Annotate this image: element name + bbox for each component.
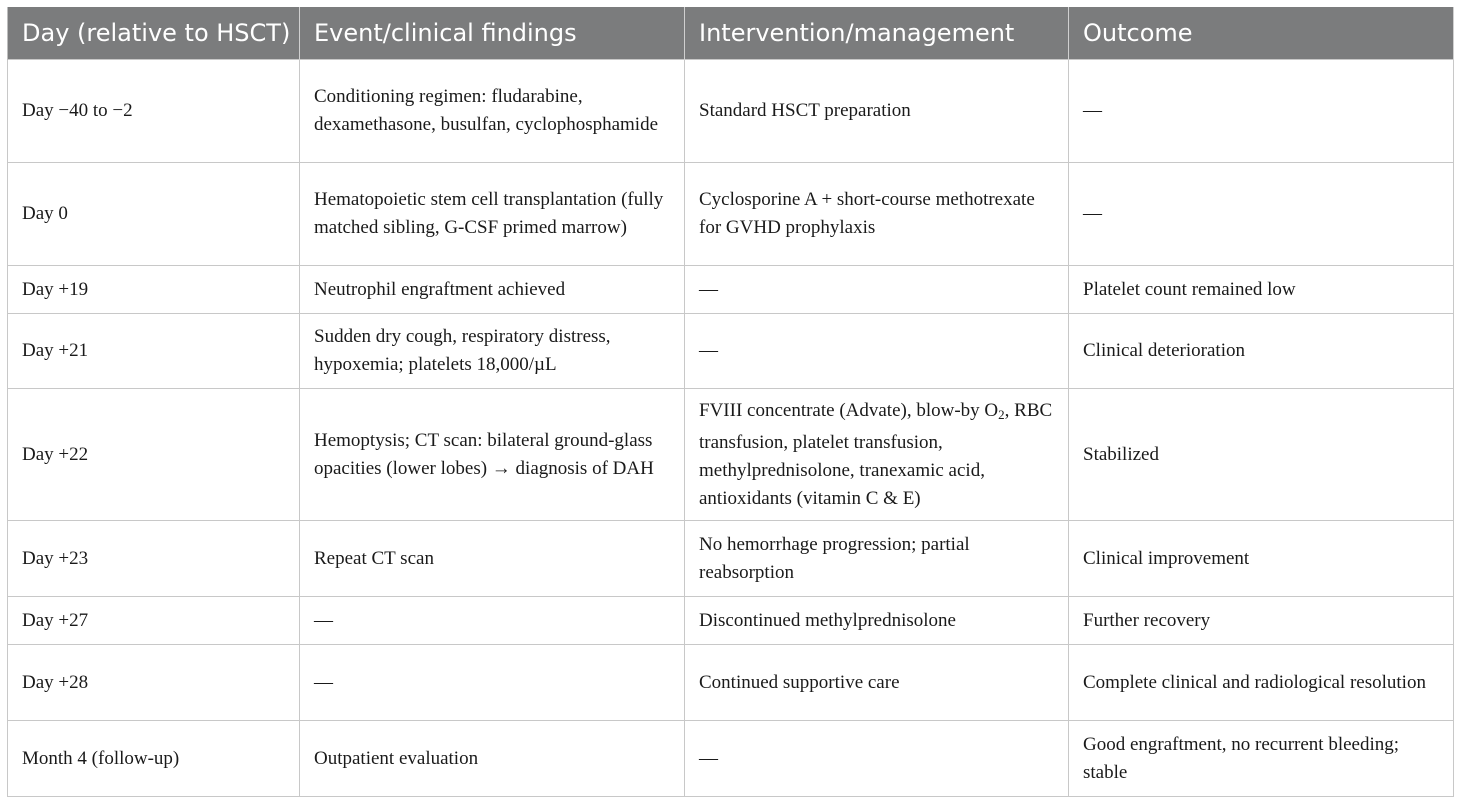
cell-event: Sudden dry cough, respiratory distress, hypoxemia; platelets 18,000/µL — [300, 314, 685, 389]
cell-intervention: Standard HSCT preparation — [685, 60, 1069, 163]
cell-outcome: Complete clinical and radiological resolution — [1069, 645, 1454, 721]
cell-event: Hematopoietic stem cell transplantation (fully matched sibling, G-CSF primed marrow) — [300, 163, 685, 266]
table-row — [8, 721, 1454, 797]
cell-day: Day 0 — [8, 163, 300, 266]
header-event: Event/clinical findings — [300, 7, 685, 60]
cell-event: Outpatient evaluation — [300, 721, 685, 797]
table-row — [8, 521, 1454, 597]
cell-day: Day +27 — [8, 597, 300, 645]
header-outcome: Outcome — [1069, 7, 1454, 60]
table-row — [8, 389, 1454, 521]
table-row — [8, 645, 1454, 721]
cell-day: Month 4 (follow-up) — [8, 721, 300, 797]
table-header — [8, 7, 1454, 60]
cell-intervention: — — [685, 266, 1069, 314]
cell-outcome: Platelet count remained low — [1069, 266, 1454, 314]
cell-event: Repeat CT scan — [300, 521, 685, 597]
cell-day: Day +22 — [8, 389, 300, 521]
cell-event: Hemoptysis; CT scan: bilateral ground-glass opacities (lower lobes) → diagnosis of DAH — [300, 389, 685, 521]
cell-intervention: No hemorrhage progression; partial reabsorption — [685, 521, 1069, 597]
cell-outcome: Clinical deterioration — [1069, 314, 1454, 389]
cell-outcome: Good engraftment, no recurrent bleeding; stable — [1069, 721, 1454, 797]
table-body — [8, 60, 1454, 797]
cell-event: Neutrophil engraftment achieved — [300, 266, 685, 314]
table-row — [8, 597, 1454, 645]
cell-day: Day +28 — [8, 645, 300, 721]
cell-day: Day −40 to −2 — [8, 60, 300, 163]
intervention-text-pre: FVIII concentrate (Advate), blow-by O — [699, 399, 999, 421]
cell-intervention: Cyclosporine A + short-course methotrexate for GVHD prophylaxis — [685, 163, 1069, 266]
cell-outcome: — — [1069, 60, 1454, 163]
header-day: Day (relative to HSCT) — [8, 7, 300, 60]
header-row — [8, 7, 1454, 60]
intervention-text-post: , RBC transfusion, platelet transfusion, methylprednisolone, tranexamic acid, antioxidants (vitamin C & E) — [699, 399, 1053, 509]
clinical-timeline-table — [7, 7, 1454, 797]
cell-event: — — [300, 645, 685, 721]
cell-day: Day +21 — [8, 314, 300, 389]
cell-intervention — [685, 389, 1069, 521]
cell-outcome: Further recovery — [1069, 597, 1454, 645]
cell-outcome: — — [1069, 163, 1454, 266]
table-row — [8, 266, 1454, 314]
timeline-table-container — [7, 7, 1453, 797]
cell-intervention: Continued supportive care — [685, 645, 1069, 721]
cell-intervention: — — [685, 314, 1069, 389]
cell-intervention: — — [685, 721, 1069, 797]
table-row — [8, 314, 1454, 389]
cell-day: Day +23 — [8, 521, 300, 597]
cell-event: — — [300, 597, 685, 645]
table-row — [8, 60, 1454, 163]
cell-day: Day +19 — [8, 266, 300, 314]
oxygen-subscript: 2 — [998, 406, 1005, 422]
cell-outcome: Stabilized — [1069, 389, 1454, 521]
cell-event: Conditioning regimen: fludarabine, dexamethasone, busulfan, cyclophosphamide — [300, 60, 685, 163]
table-row — [8, 163, 1454, 266]
cell-intervention: Discontinued methylprednisolone — [685, 597, 1069, 645]
cell-outcome: Clinical improvement — [1069, 521, 1454, 597]
header-intervention: Intervention/management — [685, 7, 1069, 60]
